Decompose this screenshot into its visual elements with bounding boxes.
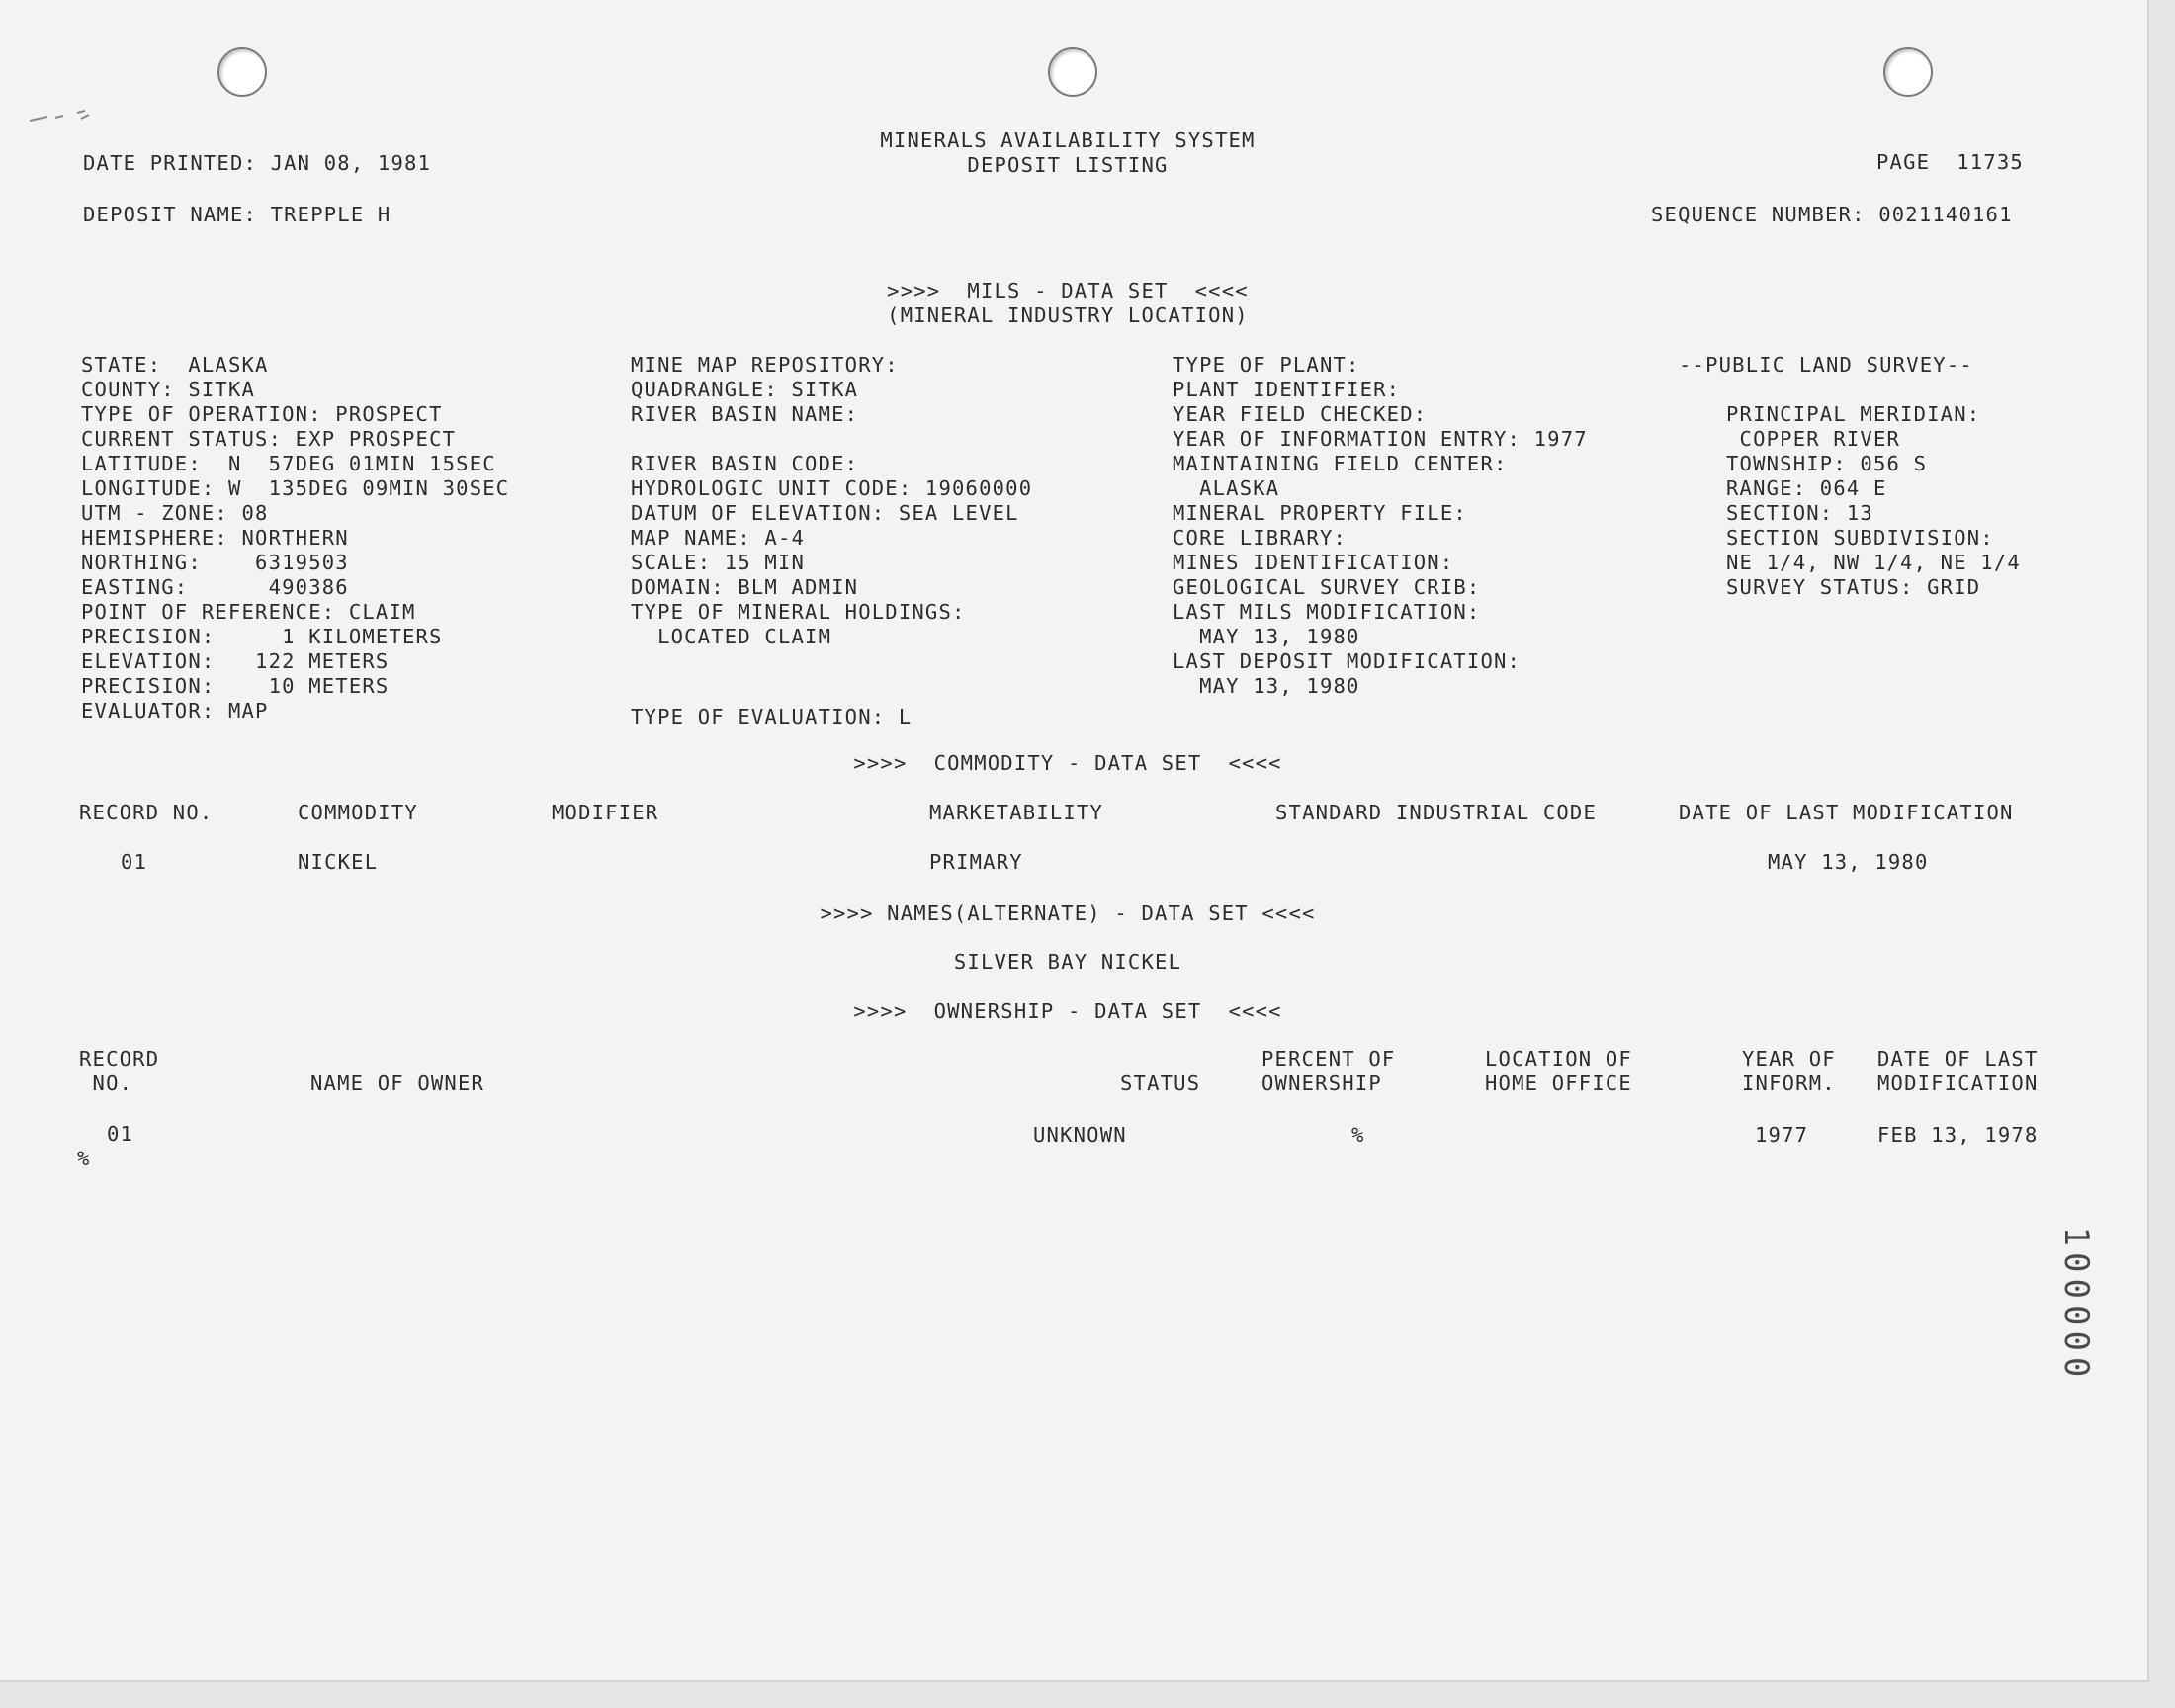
blank-line [631, 674, 1032, 699]
precision-km-field: PRECISION: 1 KILOMETERS [81, 625, 443, 648]
ownership-section-title: >>>> OWNERSHIP - DATA SET <<<< [853, 999, 1282, 1023]
ownership-header-location-line2: HOME OFFICE [1485, 1071, 1632, 1095]
ownership-header-status: STATUS [1120, 1071, 1201, 1095]
current-status-field: CURRENT STATUS: EXP PROSPECT [81, 427, 457, 451]
deposit-name: DEPOSIT NAME: TREPPLE H [83, 203, 392, 226]
mine-map-repository-field: MINE MAP REPOSITORY: [631, 353, 899, 377]
mils-location-column [81, 353, 509, 724]
mils-map-column [631, 353, 1032, 729]
section-subdivision-field: SECTION SUBDIVISION: [1726, 526, 1994, 550]
operation-type-field: TYPE OF OPERATION: PROSPECT [81, 402, 443, 426]
easting-field: EASTING: 490386 [81, 575, 349, 599]
blank-line [631, 427, 1032, 452]
ownership-header-name: NAME OF OWNER [310, 1071, 485, 1095]
precision-m-field: PRECISION: 10 METERS [81, 674, 390, 698]
county-field: COUNTY: SITKA [81, 378, 256, 401]
mineral-holdings-field: TYPE OF MINERAL HOLDINGS: [631, 600, 966, 624]
elevation-field: ELEVATION: 122 METERS [81, 649, 390, 673]
ownership-header-year-line1: YEAR OF [1742, 1047, 1836, 1070]
ownership-header-year-line2: INFORM. [1742, 1071, 1836, 1095]
domain-field: DOMAIN: BLM ADMIN [631, 575, 859, 599]
blank-line [631, 649, 1032, 674]
year-field-checked-field: YEAR FIELD CHECKED: [1173, 402, 1428, 426]
commodity-header-record-no: RECORD NO. [79, 801, 214, 824]
commodity-row-marketability: PRIMARY [929, 850, 1023, 874]
ownership-header-record-line1: RECORD [79, 1047, 160, 1070]
commodity-row-record-no: 01 [121, 850, 148, 874]
mils-section-subtitle: (MINERAL INDUSTRY LOCATION) [887, 303, 1249, 327]
ownership-header-date-line2: MODIFICATION [1877, 1071, 2039, 1095]
side-stamp-number: 100000 [2056, 1226, 2096, 1384]
scale-field: SCALE: 15 MIN [631, 551, 806, 574]
commodity-row-date-modified: MAY 13, 1980 [1768, 850, 1929, 874]
mineral-holdings-value: LOCATED CLAIM [631, 625, 832, 648]
longitude-field: LONGITUDE: W 135DEG 09MIN 30SEC [81, 476, 510, 500]
maintaining-field-center-field: MAINTAINING FIELD CENTER: [1173, 452, 1508, 475]
names-section-title: >>>> NAMES(ALTERNATE) - DATA SET <<<< [820, 901, 1316, 925]
punch-hole-right [1883, 47, 1933, 97]
evaluator-field: EVALUATOR: MAP [81, 699, 269, 723]
survey-status-field: SURVEY STATUS: GRID [1726, 575, 1981, 599]
mils-plant-column [1173, 353, 1588, 699]
northing-field: NORTHING: 6319503 [81, 551, 349, 574]
ownership-row-status: UNKNOWN [1033, 1123, 1127, 1147]
commodity-header-marketability: MARKETABILITY [929, 801, 1104, 824]
type-of-plant-field: TYPE OF PLANT: [1173, 353, 1360, 377]
last-deposit-modification-value: MAY 13, 1980 [1173, 674, 1360, 698]
mines-identification-field: MINES IDENTIFICATION: [1173, 551, 1454, 574]
hemisphere-field: HEMISPHERE: NORTHERN [81, 526, 349, 550]
last-deposit-modification-field: LAST DEPOSIT MODIFICATION: [1173, 649, 1522, 673]
quadrangle-field: QUADRANGLE: SITKA [631, 378, 859, 401]
sequence-number: SEQUENCE NUMBER: 0021140161 [1651, 203, 2013, 226]
principal-meridian-value: COPPER RIVER [1726, 427, 1901, 451]
latitude-field: LATITUDE: N 57DEG 01MIN 15SEC [81, 452, 496, 475]
page-number: PAGE 11735 [1876, 150, 2024, 174]
ownership-header-date-line1: DATE OF LAST [1877, 1047, 2039, 1070]
field-center-value: ALASKA [1173, 476, 1280, 500]
commodity-header-commodity: COMMODITY [298, 801, 418, 824]
type-of-evaluation-field: TYPE OF EVALUATION: L [631, 705, 913, 728]
plant-identifier-field: PLANT IDENTIFIER: [1173, 378, 1401, 401]
geological-survey-crib-field: GEOLOGICAL SURVEY CRIB: [1173, 575, 1481, 599]
system-title: MINERALS AVAILABILITY SYSTEM [880, 128, 1256, 152]
state-field: STATE: ALASKA [81, 353, 269, 377]
ownership-header-percent-line2: OWNERSHIP [1262, 1071, 1382, 1095]
principal-meridian-field: PRINCIPAL MERIDIAN: [1726, 402, 1981, 426]
range-field: RANGE: 064 E [1726, 476, 1887, 500]
ownership-header-location-line1: LOCATION OF [1485, 1047, 1632, 1070]
public-land-survey-title: --PUBLIC LAND SURVEY-- [1679, 353, 1973, 377]
ownership-header-percent-line1: PERCENT OF [1262, 1047, 1396, 1070]
public-land-survey-column [1726, 402, 2021, 600]
commodity-header-sic: STANDARD INDUSTRIAL CODE [1275, 801, 1598, 824]
date-printed: DATE PRINTED: JAN 08, 1981 [83, 151, 432, 175]
listing-title: DEPOSIT LISTING [967, 153, 1169, 177]
alternate-name: SILVER BAY NICKEL [953, 950, 1182, 974]
commodity-header-date-modified: DATE OF LAST MODIFICATION [1679, 801, 2014, 824]
punch-hole-center [1048, 47, 1097, 97]
ownership-header-record-line2: NO. [79, 1071, 133, 1095]
core-library-field: CORE LIBRARY: [1173, 526, 1348, 550]
commodity-section-title: >>>> COMMODITY - DATA SET <<<< [853, 751, 1282, 775]
ownership-row-percent: % [1351, 1123, 1365, 1147]
map-name-field: MAP NAME: A-4 [631, 526, 806, 550]
commodity-row-commodity: NICKEL [298, 850, 379, 874]
mineral-property-file-field: MINERAL PROPERTY FILE: [1173, 501, 1467, 525]
mils-section-title: >>>> MILS - DATA SET <<<< [887, 279, 1249, 302]
commodity-header-modifier: MODIFIER [552, 801, 659, 824]
ownership-row-date-modified: FEB 13, 1978 [1877, 1123, 2039, 1147]
ownership-row-year: 1977 [1755, 1123, 1809, 1147]
pencil-mark [28, 107, 97, 125]
year-of-information-entry-field: YEAR OF INFORMATION ENTRY: 1977 [1173, 427, 1588, 451]
hydrologic-unit-code-field: HYDROLOGIC UNIT CODE: 19060000 [631, 476, 1033, 500]
punch-hole-left [218, 47, 267, 97]
township-field: TOWNSHIP: 056 S [1726, 452, 1928, 475]
utm-zone-field: UTM - ZONE: 08 [81, 501, 269, 525]
section-field: SECTION: 13 [1726, 501, 1873, 525]
end-of-record-mark: % [77, 1147, 91, 1170]
river-basin-code-field: RIVER BASIN CODE: [631, 452, 859, 475]
last-mils-modification-value: MAY 13, 1980 [1173, 625, 1360, 648]
last-mils-modification-field: LAST MILS MODIFICATION: [1173, 600, 1481, 624]
datum-of-elevation-field: DATUM OF ELEVATION: SEA LEVEL [631, 501, 1019, 525]
ownership-row-record-no: 01 [107, 1122, 134, 1146]
river-basin-name-field: RIVER BASIN NAME: [631, 402, 859, 426]
point-of-reference-field: POINT OF REFERENCE: CLAIM [81, 600, 416, 624]
section-subdivision-value: NE 1/4, NW 1/4, NE 1/4 [1726, 551, 2021, 574]
